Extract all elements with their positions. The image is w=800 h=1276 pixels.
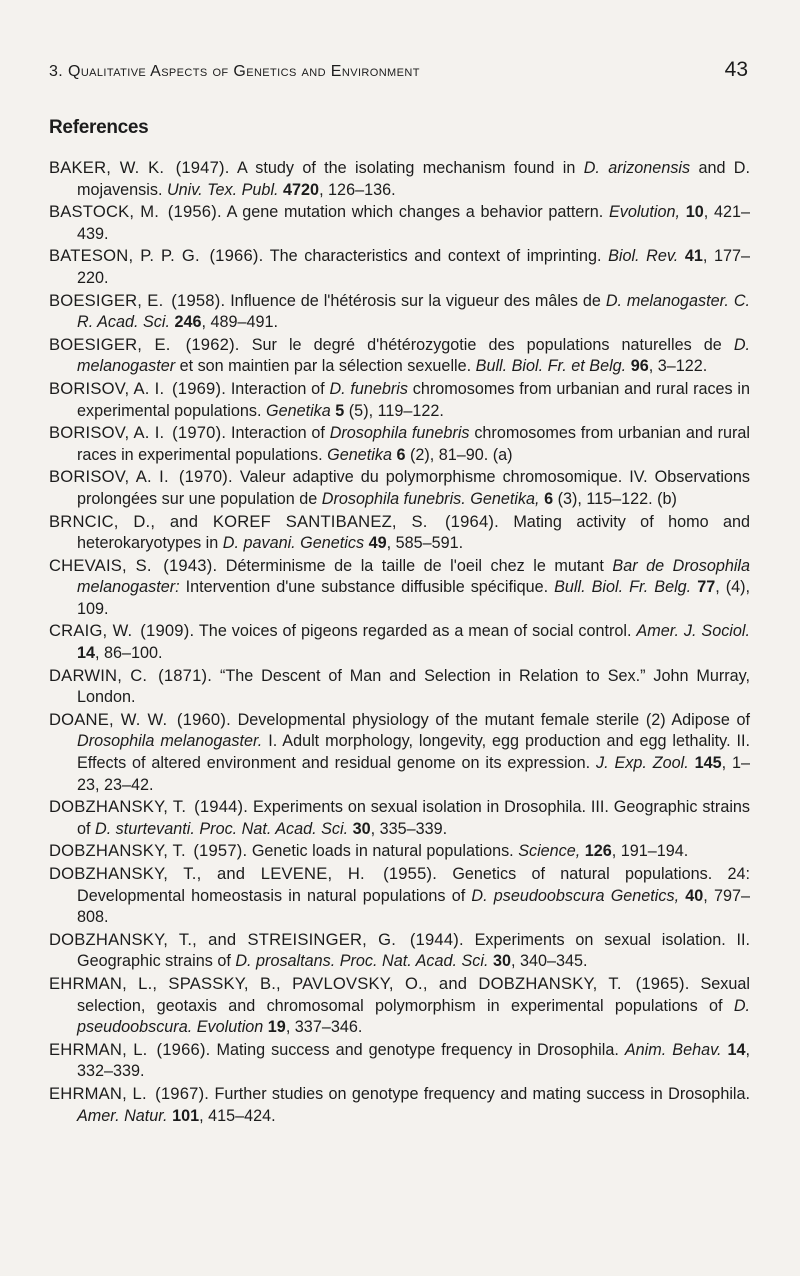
reference-pages: , 332–339. (77, 1040, 751, 1081)
reference-title: “The Descent of Man and Selection in Relation to Sex.” John Murray, London. (77, 666, 751, 707)
reference-authors: BOESIGER, E. (49, 290, 164, 310)
reference-entry (49, 334, 750, 378)
reference-title: A gene mutation which changes a behavior pattern. (226, 203, 609, 222)
reference-authors: BORISOV, A. I. (49, 378, 165, 398)
reference-volume: 6 (544, 489, 554, 508)
reference-authors: BRNCIC, D., and KOREF SANTIBANEZ, S. (49, 511, 428, 531)
reference-year: (1969). (172, 378, 227, 398)
reference-entry (49, 378, 750, 422)
reference-entry (49, 201, 750, 245)
reference-entry (49, 665, 750, 709)
reference-year: (1958). (171, 290, 226, 310)
reference-entry (49, 1039, 750, 1083)
reference-pages: , 335–339. (370, 819, 448, 838)
reference-volume: 30 (352, 819, 371, 838)
reference-journal: Proc. Nat. Acad. Sci. (339, 952, 489, 971)
reference-journal: Amer. J. Sociol. (636, 622, 750, 641)
reference-authors: DARWIN, C. (49, 665, 148, 685)
reference-volume: 4720 (283, 180, 320, 199)
reference-entry (49, 1083, 750, 1127)
reference-journal: Univ. Tex. Publ. (166, 180, 279, 199)
reference-entry (49, 709, 750, 796)
reference-year: (1944). (409, 929, 464, 949)
reference-entry (49, 929, 750, 973)
reference-title: Valeur adaptive du polymorphisme chromosomique. IV. Observations prolongées sur une population de (77, 468, 751, 508)
reference-volume: 14 (727, 1040, 746, 1059)
reference-entry (49, 245, 750, 289)
reference-entry (49, 840, 750, 863)
reference-pages: , 191–194. (611, 842, 689, 861)
reference-volume: 6 (396, 445, 406, 464)
reference-year: (1965). (635, 973, 690, 993)
reference-year: (1962). (185, 334, 240, 354)
reference-authors: DOBZHANSKY, T., and LEVENE, H. (49, 864, 365, 883)
reference-year: (1960). (176, 709, 231, 729)
reference-volume: 5 (335, 401, 345, 420)
reference-authors: DOANE, W. W. (49, 709, 168, 729)
reference-journal: J. Exp. Zool. (596, 754, 689, 773)
reference-year: (1947). (175, 158, 230, 177)
reference-journal: Science, (518, 842, 581, 861)
reference-journal: Genetika, (470, 489, 540, 508)
reference-title: Influence de l'hétérosis sur la vigueur des mâles de (230, 291, 606, 310)
reference-pages: , 340–345. (511, 952, 588, 971)
reference-authors: CHEVAIS, S. (49, 555, 152, 575)
reference-species: D. pseudoobscura (471, 886, 605, 905)
reference-volume: 19 (267, 1018, 286, 1037)
reference-title: Genetics of natural populations. 24: Developmental homeostasis in natural populations of (77, 865, 750, 905)
reference-year: (1970). (178, 467, 233, 487)
reference-year: (1966). (209, 246, 264, 266)
reference-pages: , (4), 109. (77, 578, 751, 618)
reference-authors: BOESIGER, E. (49, 334, 171, 354)
reference-title: Mating success and genotype frequency in Drosophila. (216, 1040, 625, 1059)
reference-journal: Genetika (327, 445, 392, 464)
reference-volume: 10 (685, 203, 704, 222)
reference-entry (49, 290, 750, 334)
reference-species: Drosophila funebris (329, 424, 470, 443)
reference-species: D. pavani. (222, 534, 296, 553)
reference-journal: Amer. Natur. (77, 1106, 168, 1125)
reference-journal: Genetika (265, 401, 331, 420)
reference-entry (49, 620, 750, 664)
reference-pages: , 421–439. (77, 203, 750, 243)
reference-volume: 101 (172, 1106, 200, 1125)
reference-journal: Biol. Rev. (608, 247, 679, 266)
reference-species: Drosophila melanogaster. (77, 732, 263, 751)
reference-title: Developmental physiology of the mutant female sterile (2) Adipose of (237, 710, 751, 729)
reference-title: Interaction of (230, 379, 330, 398)
reference-title: Sexual selection, geotaxis and chromosomal polymorphism in experimental populations of (77, 974, 750, 1015)
running-head (49, 58, 748, 82)
reference-volume: 77 (697, 578, 716, 597)
reference-species: Bar de Drosophila melanogaster: (77, 556, 751, 597)
reference-year: (1871). (158, 665, 213, 685)
reference-title-cont: Intervention d'une substance diffusible spécifique. (179, 578, 555, 597)
reference-authors: DOBZHANSKY, T. (49, 841, 186, 861)
reference-year: (1964). (444, 511, 499, 531)
reference-species: D. pseudoobscura. (77, 996, 750, 1037)
reference-pages: , 177–220. (77, 247, 750, 287)
reference-pages: , 489–491. (201, 313, 278, 332)
reference-species: D. sturtevanti. (95, 819, 195, 838)
reference-title: Further studies on genotype frequency and mating success in Drosophila. (214, 1084, 751, 1103)
reference-pages: , 3–122. (648, 357, 708, 376)
reference-year: (1956). (167, 202, 222, 222)
reference-pages: , 585–591. (386, 534, 464, 553)
reference-authors: CRAIG, W. (49, 621, 133, 641)
reference-pages: (2), 81–90. (a) (405, 445, 513, 464)
reference-entry (49, 555, 750, 621)
reference-title: Genetic loads in natural populations. (251, 842, 519, 861)
reference-volume: 30 (492, 952, 511, 971)
reference-species: D. melanogaster (77, 335, 751, 376)
reference-pages: (5), 119–122. (344, 401, 444, 420)
reference-journal: Anim. Behav. (624, 1040, 722, 1059)
reference-pages: , 337–346. (285, 1018, 363, 1037)
reference-pages: , 415–424. (199, 1106, 276, 1125)
reference-title: Mating activity of homo and heterokaryotypes in (77, 512, 750, 553)
reference-species: Drosophila funebris. (321, 489, 466, 508)
reference-authors: DOBZHANSKY, T. (49, 797, 187, 817)
reference-title-cont: I. Adult morphology, longevity, egg production and egg lethality. II. Effects of altered environment and residual genome on its expression. (77, 732, 750, 773)
reference-entry (49, 422, 750, 466)
reference-entry (49, 466, 750, 510)
reference-authors: BORISOV, A. I. (49, 423, 165, 443)
reference-pages: , 1–23, 23–42. (77, 754, 751, 794)
reference-pages: , 126–136. (319, 180, 396, 199)
reference-year: (1944). (194, 797, 249, 817)
reference-title: Interaction of (230, 424, 330, 443)
reference-journal: Evolution, (608, 203, 681, 222)
running-title: 3. Qualitative Aspects of Genetics and Environment (49, 63, 420, 80)
reference-journal: Bull. Biol. Fr. Belg. (554, 578, 692, 597)
reference-pages: (3), 115–122. (b) (553, 489, 677, 508)
reference-authors: DOBZHANSKY, T., and STREISINGER, G. (49, 929, 397, 949)
reference-species: D. melanogaster. (605, 291, 729, 310)
reference-year: (1966). (156, 1039, 211, 1059)
reference-authors: BORISOV, A. I. (49, 467, 169, 487)
reference-volume: 96 (630, 357, 649, 376)
reference-year: (1909). (140, 621, 195, 641)
reference-entry (49, 157, 750, 201)
reference-entry (49, 796, 750, 840)
page-number: 43 (724, 58, 748, 81)
reference-title: The characteristics and context of imprinting. (269, 247, 609, 266)
section-heading: References (49, 117, 149, 138)
reference-title: The voices of pigeons regarded as a mean of social control. (198, 622, 637, 641)
reference-volume: 40 (685, 886, 704, 905)
reference-entry (49, 863, 750, 929)
reference-journal: C. R. Acad. Sci. (77, 291, 751, 332)
reference-journal: Genetics (300, 534, 365, 553)
reference-year: (1967). (155, 1083, 210, 1103)
reference-authors: BATESON, P. P. G. (49, 246, 200, 266)
reference-journal: Evolution (196, 1018, 264, 1037)
reference-title: Déterminisme de la taille de l'oeil chez le mutant (225, 556, 613, 575)
reference-list (49, 157, 750, 1127)
reference-title-cont: and D. mojavensis. (77, 159, 750, 199)
reference-volume: 41 (684, 247, 703, 266)
reference-volume: 49 (368, 534, 387, 553)
reference-year: (1955). (383, 864, 438, 883)
reference-authors: EHRMAN, L., SPASSKY, B., PAVLOVSKY, O., and DOBZHANSKY, T. (49, 973, 622, 993)
reference-species: D. prosaltans. (235, 952, 336, 971)
reference-journal: Genetics, (610, 886, 680, 905)
reference-authors: BASTOCK, M. (49, 202, 160, 222)
reference-journal: Bull. Biol. Fr. et Belg. (475, 357, 627, 376)
reference-entry (49, 973, 750, 1039)
reference-volume: 14 (77, 644, 96, 663)
reference-authors: EHRMAN, L. (49, 1039, 148, 1059)
reference-volume: 126 (584, 842, 612, 861)
reference-title: Experiments on sexual isolation in Drosophila. III. Geographic strains of (77, 798, 751, 838)
reference-title: Sur le degré d'hétérozygotie des populations naturelles de (251, 335, 734, 354)
reference-pages: , 797–808. (77, 886, 750, 927)
reference-title-cont: chromosomes from urbanian and rural races in experimental populations. (77, 379, 751, 420)
reference-pages: , 86–100. (95, 644, 163, 663)
reference-title: Experiments on sexual isolation. II. Geographic strains of (77, 930, 751, 971)
reference-journal: Proc. Nat. Acad. Sci. (199, 819, 349, 838)
reference-volume: 246 (174, 313, 202, 332)
reference-species: D. arizonensis (583, 159, 691, 177)
reference-title: A study of the isolating mechanism found in (237, 159, 584, 177)
reference-volume: 145 (694, 754, 722, 773)
reference-title-cont: et son maintien par la sélection sexuelle. (175, 357, 476, 376)
reference-year: (1957). (193, 841, 248, 861)
reference-year: (1943). (163, 555, 218, 575)
reference-entry (49, 511, 750, 555)
reference-species: D. funebris (329, 379, 409, 398)
reference-authors: BAKER, W. K. (49, 158, 165, 177)
reference-authors: EHRMAN, L. (49, 1083, 147, 1103)
reference-title-cont: chromosomes from urbanian and rural races in experimental populations. (77, 424, 751, 464)
reference-year: (1970). (172, 423, 227, 443)
